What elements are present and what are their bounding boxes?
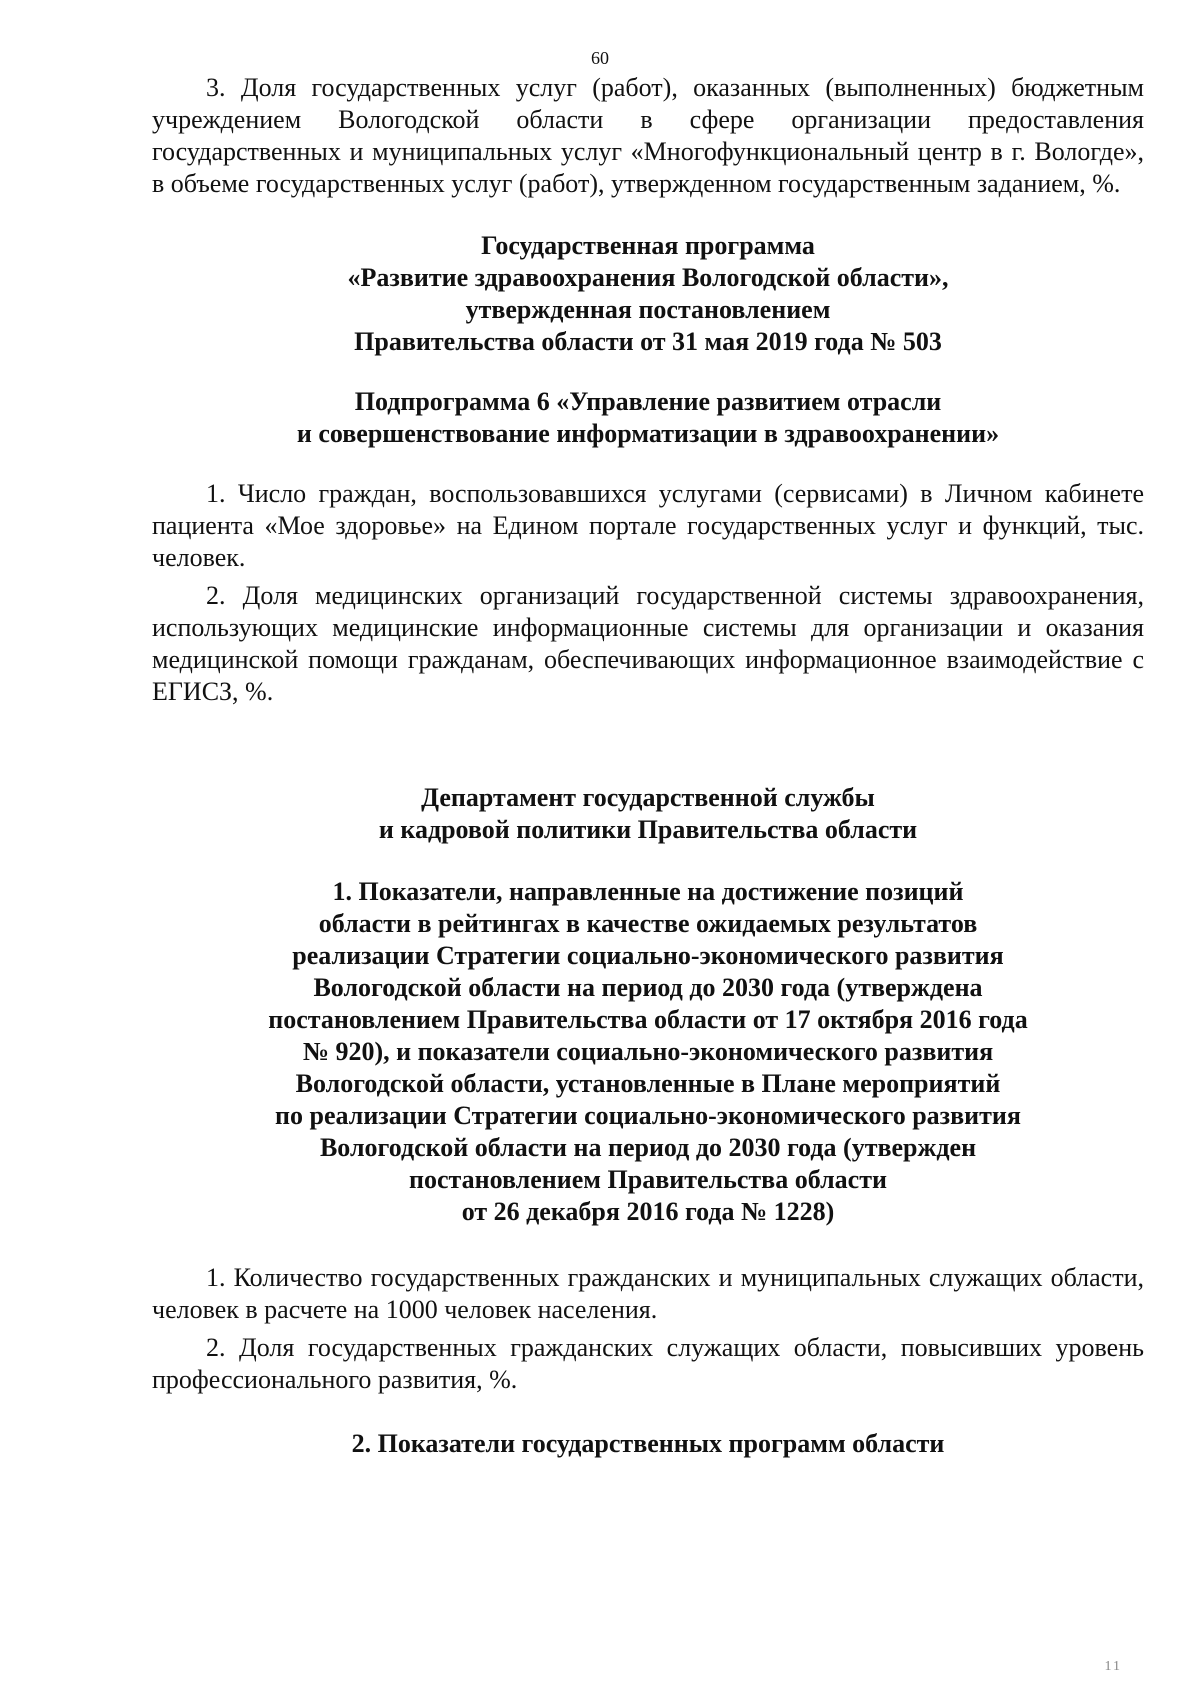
heading-line: Вологодской области, установленные в Плане мероприятий xyxy=(295,1069,1001,1098)
heading-line: и кадровой политики Правительства области xyxy=(378,815,918,844)
heading-indicators xyxy=(152,876,1144,1228)
heading-line: постановлением Правительства области xyxy=(409,1165,887,1194)
heading-line: № 920), и показатели социально-экономического развития xyxy=(302,1037,994,1066)
page-number: 60 xyxy=(591,48,609,68)
heading-line: и совершенствование информатизации в здравоохранении» xyxy=(296,419,1000,448)
heading-line: Вологодской области на период до 2030 года (утвержден xyxy=(319,1133,977,1162)
paragraph-department-2: 2. Доля государственных гражданских служащих области, повысивших уровень профессионального развития, %. xyxy=(152,1333,1144,1394)
paragraph-intro-3: 3. Доля государственных услуг (работ), оказанных (выполненных) бюджетным учреждением Вологодской области в сфере организации предоставления государственных и муниципальных услуг «Многофункциональный центр в г. Вологде», в объеме государственных услуг (работ), утвержденном государственным заданием, %. xyxy=(152,73,1144,198)
heading-department xyxy=(152,782,1144,846)
paragraph-subprogram-2: 2. Доля медицинских организаций государственной системы здравоохранения, использующих медицинские информационные системы для организации и оказания медицинской помощи гражданам, обеспечивающих информационное взаимодействие с ЕГИСЗ, %. xyxy=(152,581,1144,706)
heading-line: Вологодской области на период до 2030 года (утверждена xyxy=(313,973,983,1002)
heading-line: Государственная программа xyxy=(481,231,815,260)
heading-line: постановлением Правительства области от 17 октября 2016 года xyxy=(268,1005,1028,1034)
heading-line: «Развитие здравоохранения Вологодской области», xyxy=(347,263,949,292)
heading-state-programs-indicators xyxy=(152,1428,1144,1460)
heading-line: Подпрограмма 6 «Управление развитием отрасли xyxy=(354,387,942,416)
heading-line: реализации Стратегии социально-экономического развития xyxy=(292,941,1004,970)
corner-mark: 11 xyxy=(1104,1659,1122,1674)
heading-line: утвержденная постановлением xyxy=(465,295,831,324)
heading-line: от 26 декабря 2016 года № 1228) xyxy=(461,1197,835,1226)
heading-line: Департамент государственной службы xyxy=(421,783,875,812)
paragraph-subprogram-1: 1. Число граждан, воспользовавшихся услугами (сервисами) в Личном кабинете пациента «Мое здоровье» на Едином портале государственных услуг и функций, тыс. человек. xyxy=(152,479,1144,572)
heading-line: Правительства области от 31 мая 2019 года № 503 xyxy=(354,327,942,356)
heading-line: области в рейтингах в качестве ожидаемых результатов xyxy=(318,909,978,938)
page-content xyxy=(152,72,1144,1460)
heading-line: по реализации Стратегии социально-экономического развития xyxy=(275,1101,1021,1130)
heading-line: 2. Показатели государственных программ области xyxy=(351,1429,945,1458)
paragraph-department-1: 1. Количество государственных гражданских и муниципальных служащих области, человек в расчете на 1000 человек населения. xyxy=(152,1263,1144,1324)
heading-line: 1. Показатели, направленные на достижение позиций xyxy=(332,877,964,906)
heading-state-program xyxy=(152,230,1144,358)
heading-subprogram xyxy=(152,386,1144,450)
